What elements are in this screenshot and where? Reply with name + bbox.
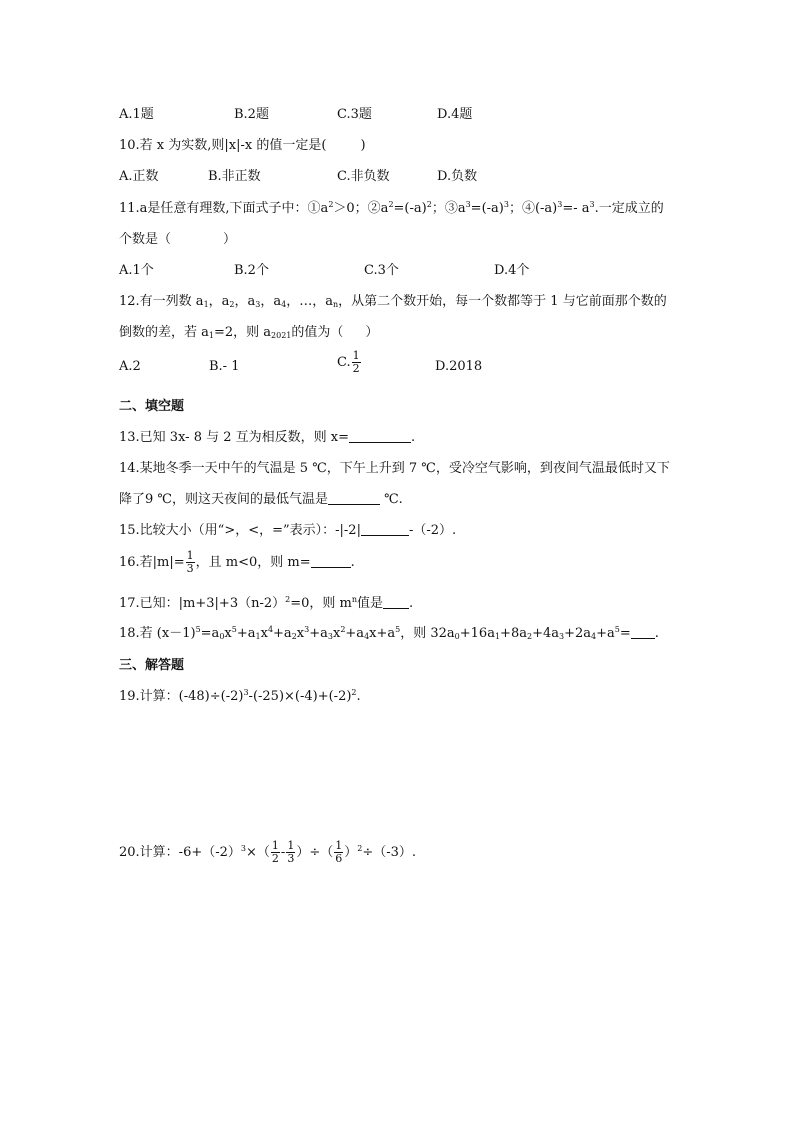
- question-17: 17.已知：$|m+3|+3(n-2)^2=0$，则 $m^n$值是 .: [119, 595, 414, 611]
- q11-option-c: C.3个: [364, 263, 399, 278]
- q12-option-c-fraction: $\frac{1}{2}$: [352, 349, 360, 375]
- answer-blank: [383, 596, 409, 609]
- q11-option-d: D.4个: [494, 263, 530, 278]
- answer-blank: [328, 492, 380, 505]
- question-11-stem: 11.a是任意有理数,下面式子中：$①a^2>0$；$②a^2=(-a)^2$；$③a^3=(-a)^3$；$④(-a)^3=-$ $a^3$.一定成立的: [119, 200, 664, 216]
- question-10-stem: 10.若 x 为实数,则|x|-x 的值一定是( ): [119, 138, 366, 153]
- q12-option-d: D.2018: [435, 359, 483, 374]
- q11-option-a: A.1个: [119, 263, 154, 278]
- q9-option-c: C.3题: [337, 107, 372, 122]
- q20-fraction-1: $\frac{1}{2}$: [271, 839, 279, 865]
- question-14-line2: 降了9 ℃，则这天夜间的最低气温是 ℃.: [119, 492, 403, 507]
- question-19: 19.计算：$(-48)\div(-2)^3-(-25)\times(-4)+(-2)^2$.: [119, 688, 361, 704]
- q20-fraction-2: $\frac{1}{3}$: [287, 839, 295, 865]
- question-16: 16.若|m|= $\frac{1}{3}$ ，且 m<0，则 m= .: [119, 549, 355, 575]
- q20-fraction-3: $\frac{1}{6}$: [335, 839, 343, 865]
- section-heading-solutions: 三、解答题: [119, 658, 185, 673]
- q9-option-a: A.1题: [119, 107, 154, 122]
- question-14: 14.某地冬季一天中午的气温是 5 ℃，下午上升到 7 ℃，受冷空气影响，到夜间气温最低时又下: [119, 461, 670, 476]
- answer-blank: [631, 626, 655, 639]
- q9-option-b: B.2题: [234, 107, 269, 122]
- question-15: 15.比较大小（用“>，<，=”表示）：-|-2| -（-2）.: [119, 523, 457, 538]
- q12-option-c: C. $\frac{1}{2}$: [337, 349, 360, 375]
- question-12-stem: 12.有一列数 $a_1$，$a_2$，$a_3$，$a_4$，…，$a_n$，从第二个数开始，每一个数都等于 1 与它前面那个数的: [119, 294, 667, 309]
- q10-option-c: C.非负数: [337, 169, 390, 184]
- answer-blank: [361, 523, 409, 536]
- question-18: 18.若 $(x-1)^5=a_0x^5+a_1x^4+a_2x^3+a_3x^2+a_4x+a^5$，则 $32a_0+16a_1+8a_2+4a_3+2a_4+a^5=$ .: [119, 625, 659, 641]
- question-13: 13.已知 3x- 8 与 2 互为相反数，则 x= .: [119, 430, 416, 445]
- q12-option-a: A.2: [119, 359, 141, 374]
- answer-blank: [311, 555, 351, 568]
- section-heading-fill-in: 二、填空题: [119, 399, 185, 414]
- answer-blank: [349, 430, 411, 443]
- q10-option-b: B.非正数: [208, 169, 261, 184]
- q10-option-a: A.正数: [119, 169, 159, 184]
- q16-fraction: $\frac{1}{3}$: [186, 549, 194, 575]
- question-12-stem-line2: 倒数的差，若 $a_1=2$，则 $a_{2021}$的值为（ ）: [119, 325, 379, 340]
- q12-option-b: B.- 1: [209, 359, 240, 374]
- question-20: 20.计算：$-6+(-2)^3\times$（ $\frac{1}{2}$ - $\frac{1}{3}$ ）÷（ $\frac{1}{6}$ ）$^2$÷（-3）.: [119, 839, 417, 865]
- q10-option-d: D.负数: [437, 169, 478, 184]
- question-11-stem-line2: 个数是（ ）: [119, 232, 237, 247]
- q11-option-b: B.2个: [234, 263, 269, 278]
- q9-option-d: D.4题: [437, 107, 473, 122]
